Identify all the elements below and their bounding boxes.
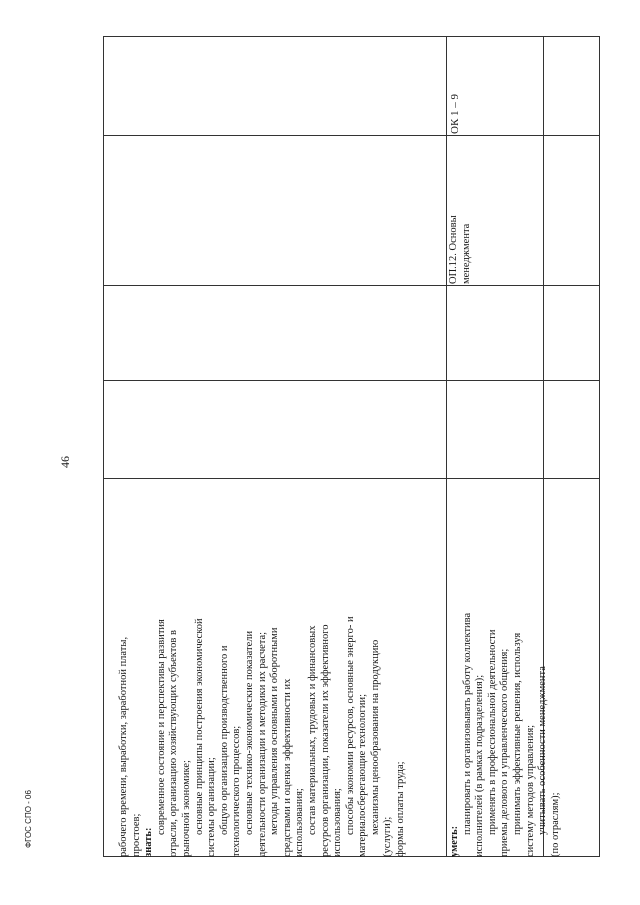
text-line: материалосберегающие технологии; (357, 694, 369, 857)
table-rule (103, 380, 600, 381)
text-line: основные принципы построения экономической (193, 618, 205, 835)
can-heading: уметь: (449, 825, 460, 857)
text-line: (по отраслям); (549, 792, 561, 857)
text-line: исполнителей (в рамках подразделения); (474, 674, 486, 857)
text-line: использования; (332, 788, 344, 857)
text-line: простоев; (130, 813, 142, 857)
footer-label: ФГОС СПО - 06 (24, 790, 33, 848)
page-number: 46 (58, 456, 72, 468)
text-line: механизмы ценообразования на продукцию (369, 639, 381, 835)
text-line: деятельности организации и методики их расчета; (256, 631, 268, 857)
discipline-cell (448, 134, 473, 284)
text-line: способы экономии ресурсов, основные энерго- и (344, 616, 356, 835)
know-heading: знать: (143, 827, 155, 857)
text-line: состав материальных, трудовых и финансовых (306, 625, 318, 835)
text-line: использования; (294, 788, 306, 857)
text-line: приемы делового и управленческого общения; (499, 648, 511, 857)
text-line: принимать эффективные решения, используя (511, 632, 523, 835)
text-line: рыночной экономике; (180, 760, 192, 857)
competence-cell (449, 34, 462, 134)
text-line: учитывать особенности менеджмента (537, 666, 549, 835)
text-line: (услуги); (382, 816, 394, 857)
competence-code: ОК 1 – 9 (449, 93, 461, 134)
text-line: рабочего времени, выработки, заработной платы, (118, 636, 129, 857)
text-line: систему методов управления; (524, 724, 536, 857)
text-line: методы управления основными и оборотными (269, 627, 281, 835)
text-line: формы оплаты труда; (395, 761, 407, 857)
text-line: планировать и организовывать работу коллектива (461, 612, 473, 835)
text-line: системы организации; (206, 757, 218, 857)
text-line: применять в профессиональной деятельности (486, 629, 498, 835)
table-rule (103, 285, 600, 286)
text-line: основные технико-экономические показатели (243, 630, 255, 835)
table-rule (103, 36, 104, 857)
knowledge-cell (118, 482, 408, 857)
table-rule (446, 478, 447, 857)
discipline-name: менеджмента (460, 223, 472, 284)
skills-cell (449, 482, 562, 857)
text-line: ресурсов организации, показатели их эффективного (319, 624, 331, 857)
text-line: средствами и оценки эффективности их (281, 678, 293, 857)
discipline-code: ОП.12. Основы (448, 215, 459, 284)
text-line: отрасли, организацию хозяйствующих субъектов в (168, 630, 180, 857)
text-line: технологического процессов; (231, 725, 243, 857)
table-rule (103, 135, 600, 136)
table-rule (103, 478, 446, 479)
text-line: современное состояние и перспективы развития (155, 619, 167, 835)
text-line: общую организацию производственного и (218, 645, 230, 835)
